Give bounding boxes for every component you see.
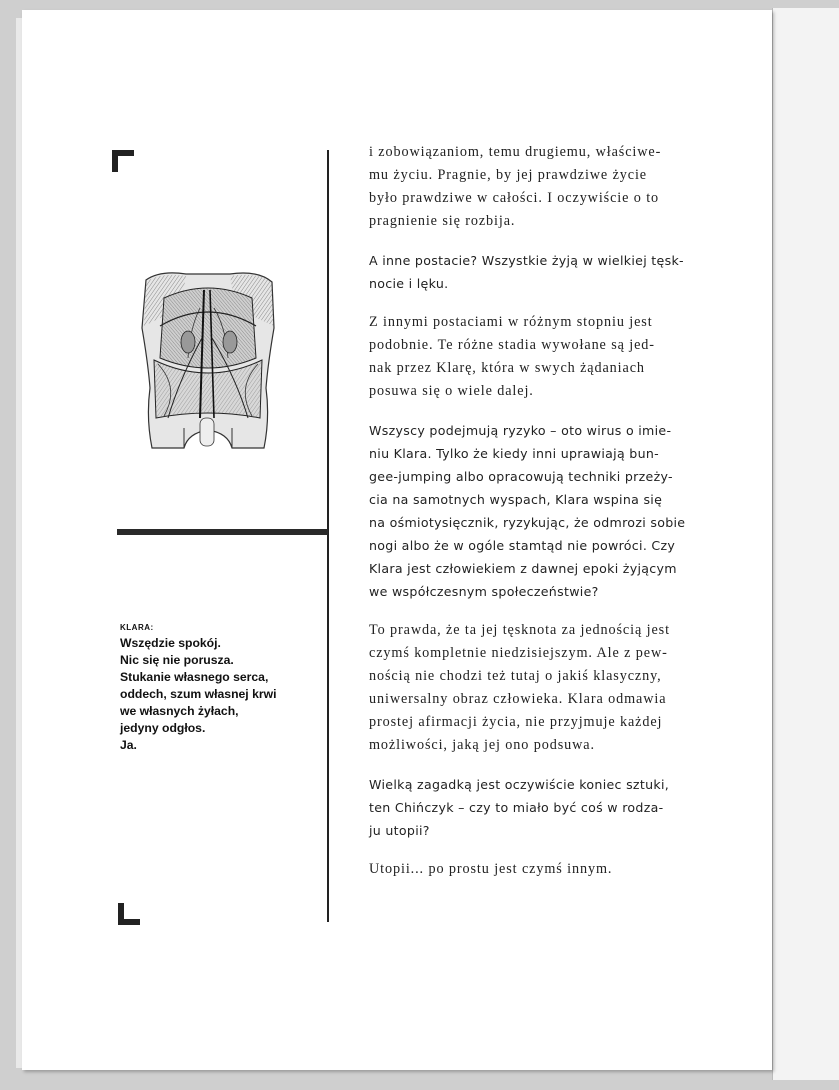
text-line: gee-jumping albo opracowują techniki przeży- [369,469,673,484]
text-line: we współczesnym społeczeństwie? [369,584,599,599]
quote-line: Wszędzie spokój. [120,636,221,650]
text-line: nogi albo że w ogóle stamtąd nie powróci. Czy [369,538,676,553]
quote-line: Nic się nie porusza. [120,653,234,667]
text-line: nak przez Klarę, która w swych żądaniach [369,360,645,376]
paragraph [369,311,699,403]
text-line: nością nie chodzi też tutaj o jakiś klasyczny, [369,668,662,684]
anatomical-torso-engraving-icon [140,268,276,450]
quote-line: we własnych żyłach, [120,704,239,718]
text-line: cia na samotnych wyspach, Klara wspina się [369,492,663,507]
column-divider-vertical [327,150,329,922]
paragraph [369,419,699,603]
text-line: było prawdziwe w całości. I oczywiście o to [369,190,660,206]
paragraph [369,249,699,295]
text-line: podobnie. Te różne stadia wywołane są jed- [369,337,655,353]
character-quote [120,623,330,754]
text-line: nocie i lęku. [369,276,449,291]
text-line: ten Chińczyk – czy to miało być coś w rodza- [369,800,664,815]
paragraph [369,619,699,757]
paragraph [369,858,699,881]
paragraph [369,141,699,233]
text-line: Wielką zagadką jest oczywiście koniec sztuki, [369,777,670,792]
paragraph [369,773,699,842]
next-page-edge [772,8,839,1080]
text-line: mu życiu. Pragnie, by jej prawdziwe życie [369,167,647,183]
quote-line: Ja. [120,738,137,752]
text-line: czymś kompletnie niedzisiejszym. Ale z pew- [369,645,668,661]
text-line: uniwersalny obraz człowieka. Klara odmawia [369,691,667,707]
text-line: ju utopii? [369,823,430,838]
text-line: Wszyscy podejmują ryzyko – oto wirus o imie- [369,423,672,438]
column-divider-horizontal [117,529,328,535]
text-line: możliwości, jaką jej ono podsuwa. [369,737,595,753]
quote-line: oddech, szum własnej krwi [120,687,277,701]
text-line: To prawda, że ta jej tęsknota za jednością jest [369,622,670,638]
text-line: Utopii... po prostu jest czymś innym. [369,861,613,877]
text-line: Z innymi postaciami w różnym stopniu jest [369,314,653,330]
quote-speaker: KLARA: [120,623,154,632]
text-line: pragnienie się rozbija. [369,213,516,229]
text-line: prostej afirmacji życia, nie przyjmuje każdej [369,714,663,730]
quote-line: jedyny odgłos. [120,721,206,735]
text-line: Klara jest człowiekiem z dawnej epoki żyjącym [369,561,677,576]
text-line: i zobowiązaniom, temu drugiemu, właściwe- [369,144,662,160]
text-line: posuwa się o wiele dalej. [369,383,534,399]
text-line: na ośmiotysięcznik, ryzykując, że odmrozi sobie [369,515,686,530]
text-line: niu Klara. Tylko że kiedy inni uprawiają bun- [369,446,660,461]
quote-line: Stukanie własnego serca, [120,670,269,684]
text-line: A inne postacie? Wszystkie żyją w wielkiej tęsk- [369,253,684,268]
body-text-column [369,141,699,897]
